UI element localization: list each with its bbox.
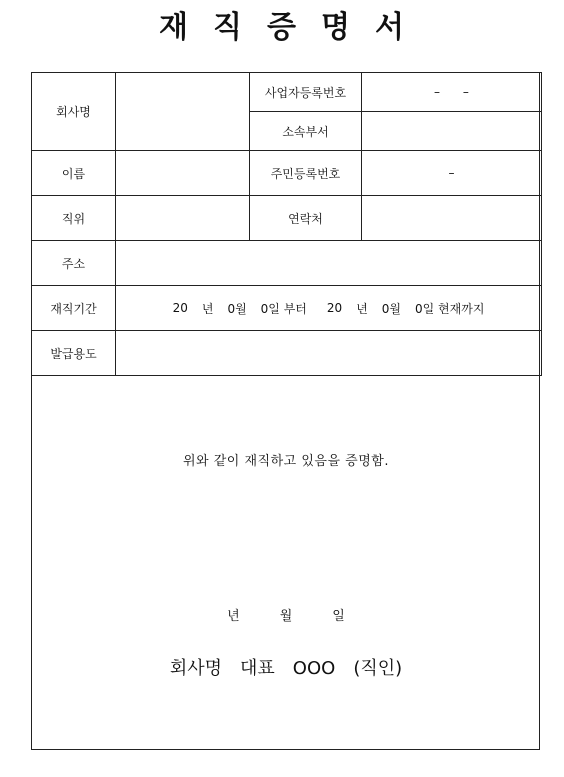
document-title	[0, 6, 564, 50]
position-field[interactable]	[116, 196, 250, 241]
title-char: 증	[267, 10, 297, 45]
business-reg-label: 사업자등록번호	[250, 73, 362, 112]
table-row	[32, 196, 542, 241]
table-row	[32, 241, 542, 286]
resident-reg-field[interactable]: –	[362, 151, 542, 196]
certification-statement: 위와 같이 재직하고 있음을 증명함.	[183, 454, 389, 469]
table-row	[32, 73, 542, 112]
period-end-month: 0월	[381, 301, 402, 316]
period-text	[116, 300, 541, 317]
contact-field[interactable]	[362, 196, 542, 241]
address-field[interactable]	[116, 241, 542, 286]
signature-line	[31, 654, 541, 680]
signature-seal-label: (직인)	[353, 658, 403, 679]
issue-date-line	[31, 605, 541, 624]
period-end-year-unit: 년	[356, 301, 368, 316]
period-start-day: 0일 부터	[260, 301, 307, 316]
title-char: 재	[159, 10, 190, 45]
period-end-day: 0일 현재까지	[415, 301, 485, 316]
period-label: 재직기간	[32, 286, 116, 331]
name-field[interactable]	[116, 151, 250, 196]
signature-company-name: 회사명	[169, 658, 223, 679]
signature-representative-name: OOO	[292, 658, 336, 679]
table-row	[32, 151, 542, 196]
title-char: 직	[213, 10, 243, 45]
resident-reg-label: 주민등록번호	[250, 151, 362, 196]
date-day-label: 일	[332, 609, 345, 624]
period-start-year-prefix: 20	[172, 301, 188, 315]
name-label: 이름	[32, 151, 116, 196]
date-month-label: 월	[279, 609, 293, 624]
table-row	[32, 286, 542, 331]
period-start-year-unit: 년	[201, 301, 214, 316]
date-year-label: 년	[227, 609, 240, 624]
signature-representative-label: 대표	[240, 658, 275, 679]
business-reg-field[interactable]: – –	[362, 73, 542, 112]
title-char: 명	[320, 10, 351, 45]
address-label: 주소	[32, 241, 116, 286]
certificate-form-table	[31, 72, 542, 376]
contact-label: 연락처	[250, 196, 362, 241]
period-end-year-prefix: 20	[326, 301, 343, 315]
department-label: 소속부서	[250, 112, 362, 151]
title-char: 서	[374, 10, 405, 45]
purpose-label: 발급용도	[32, 331, 116, 376]
period-start-month: 0월	[227, 301, 247, 316]
company-name-label: 회사명	[32, 73, 116, 151]
purpose-field[interactable]	[116, 331, 542, 376]
department-field[interactable]	[362, 112, 542, 151]
table-row	[32, 331, 542, 376]
period-field[interactable]	[116, 286, 542, 331]
company-name-field[interactable]	[116, 73, 250, 151]
position-label: 직위	[32, 196, 116, 241]
